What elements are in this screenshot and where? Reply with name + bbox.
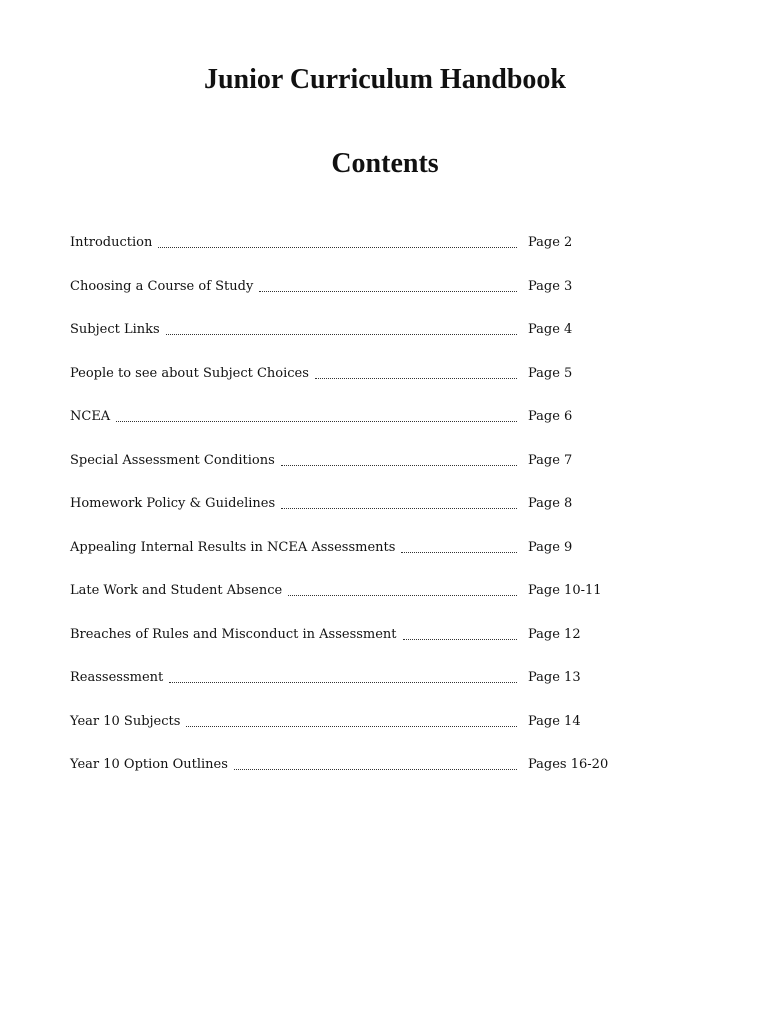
toc-entry-label: Special Assessment Conditions: [70, 452, 275, 468]
toc-entry-label: Choosing a Course of Study: [70, 278, 254, 294]
contents-heading: Contents: [331, 148, 439, 179]
toc-entry-subject-links: [70, 318, 670, 362]
toc-entry-label: Homework Policy & Guidelines: [70, 496, 276, 511]
document-title: Junior Curriculum Handbook: [203, 64, 567, 95]
dot-leader: [186, 710, 517, 727]
toc-entry-special-assessment: [70, 449, 670, 493]
toc-entry-ncea: [70, 405, 670, 449]
table-of-contents: [70, 231, 670, 797]
dot-leader: [259, 275, 517, 292]
toc-entry-label: Late Work and Student Absence: [70, 583, 283, 598]
toc-entry-reassessment: [70, 666, 670, 710]
dot-leader: [281, 492, 517, 509]
toc-entry-breaches-of-rules: [70, 623, 670, 667]
toc-entry-page: Page 14: [528, 713, 581, 729]
toc-entry-page: Page 5: [528, 365, 573, 381]
dot-leader: [169, 666, 517, 683]
toc-entry-late-work: [70, 579, 670, 623]
toc-entry-people-to-see: [70, 362, 670, 406]
dot-leader: [315, 362, 517, 379]
toc-entry-year10-subjects: [70, 710, 670, 754]
toc-entry-label: Year 10 Option Outlines: [70, 757, 228, 772]
dot-leader: [403, 623, 517, 640]
dot-leader: [234, 753, 517, 770]
dot-leader: [401, 536, 517, 553]
toc-entry-page: Page 2: [528, 235, 573, 250]
toc-entry-label: Breaches of Rules and Misconduct in Assessment: [70, 626, 397, 642]
toc-entry-label: Subject Links: [70, 322, 160, 337]
dot-leader: [166, 318, 517, 335]
toc-entry-label: Introduction: [70, 235, 153, 250]
toc-entry-year10-option-outlines: [70, 753, 670, 797]
toc-entry-page: Page 12: [528, 626, 581, 642]
toc-entry-label: Year 10 Subjects: [70, 713, 181, 729]
toc-entry-introduction: [70, 231, 670, 275]
toc-entry-page: Page 7: [528, 452, 573, 468]
toc-entry-page: Page 4: [528, 322, 573, 337]
toc-entry-page: Pages 16-20: [528, 757, 609, 772]
toc-entry-page: Page 3: [528, 278, 573, 294]
toc-entry-label: Reassessment: [70, 670, 164, 685]
dot-leader: [116, 405, 517, 422]
dot-leader: [158, 231, 517, 248]
toc-entry-label: People to see about Subject Choices: [70, 365, 309, 381]
toc-entry-appealing-results: [70, 536, 670, 580]
toc-entry-page: Page 13: [528, 670, 581, 685]
dot-leader: [288, 579, 517, 596]
toc-entry-page: Page 6: [528, 409, 573, 424]
toc-entry-page: Page 9: [528, 539, 573, 555]
toc-entry-choosing-course: [70, 275, 670, 319]
toc-entry-homework-policy: [70, 492, 670, 536]
toc-entry-label: Appealing Internal Results in NCEA Assessments: [70, 539, 396, 555]
toc-entry-page: Page 10-11: [528, 583, 602, 598]
dot-leader: [281, 449, 517, 466]
toc-entry-page: Page 8: [528, 496, 573, 511]
toc-entry-label: NCEA: [70, 409, 111, 424]
